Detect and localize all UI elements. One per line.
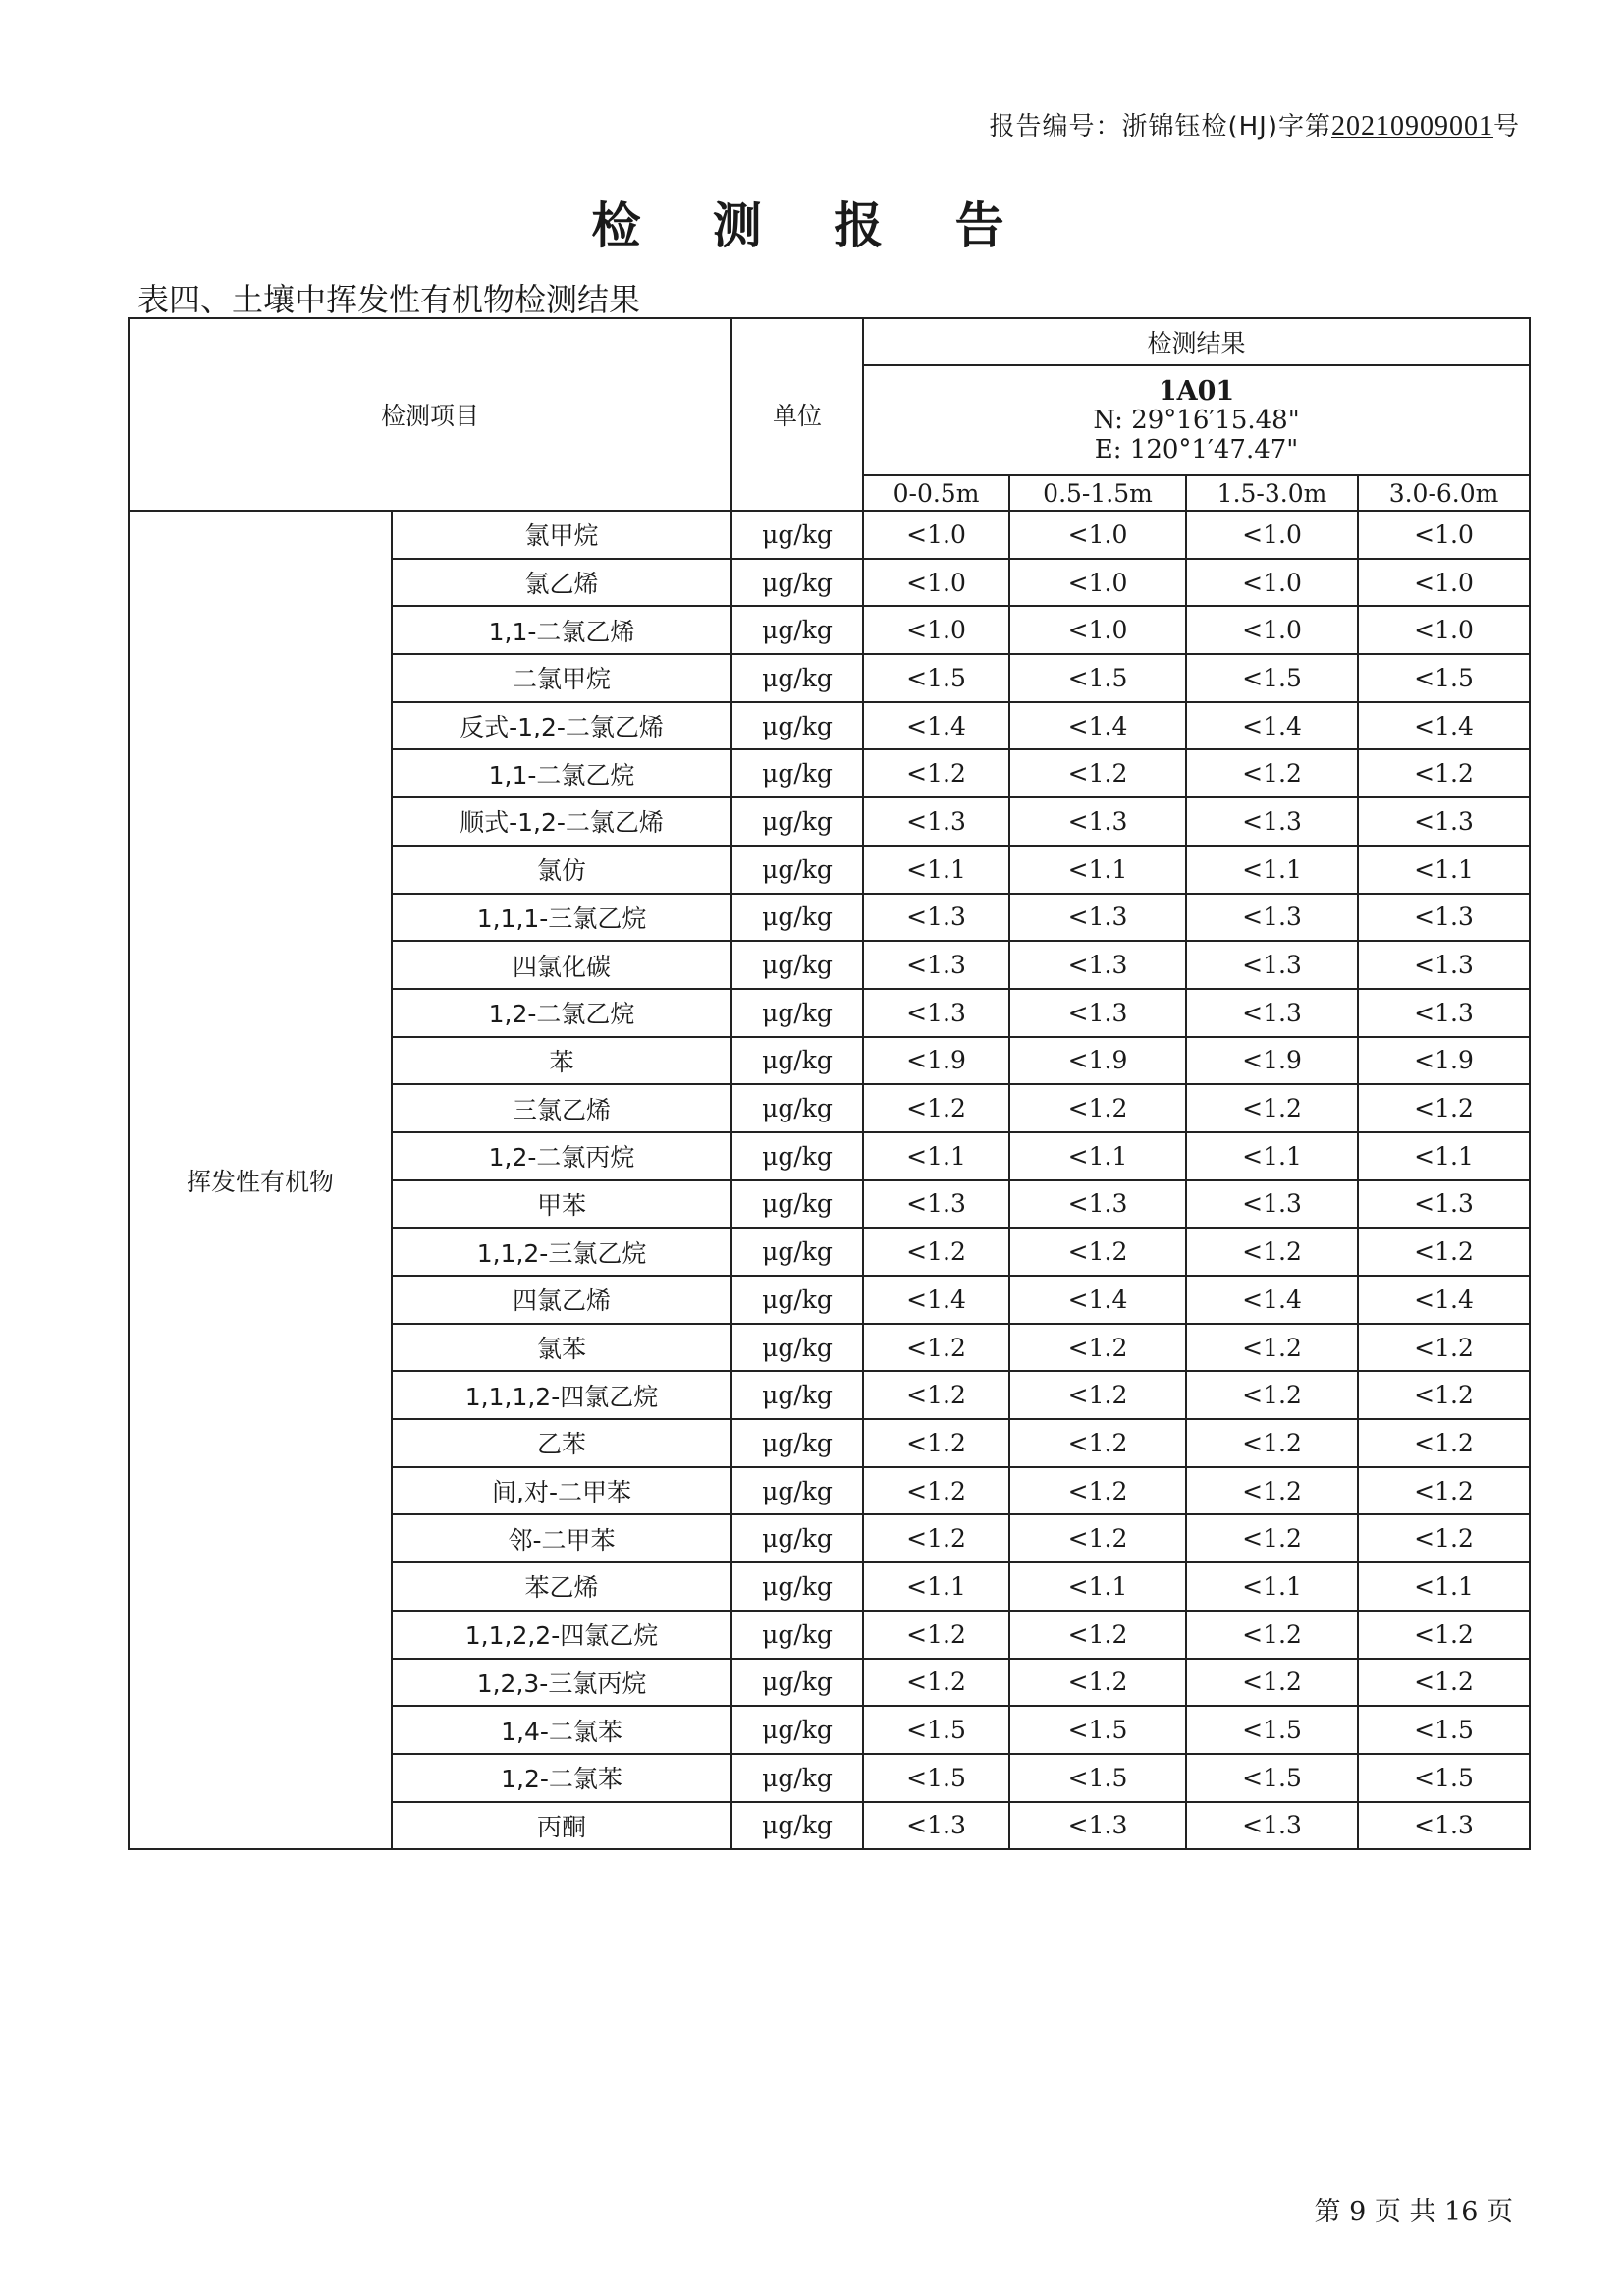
value-cell: <1.4: [1358, 1276, 1530, 1324]
unit-cell: μg/kg: [731, 559, 863, 607]
value-cell: <1.0: [863, 606, 1009, 654]
item-cell: 四氯化碳: [392, 941, 731, 989]
value-cell: <1.3: [1009, 941, 1186, 989]
value-cell: <1.2: [1358, 1419, 1530, 1467]
value-cell: <1.3: [1009, 1802, 1186, 1850]
depth-header: 3.0-6.0m: [1358, 475, 1530, 511]
page-number: 第 9 页 共 16 页: [1314, 2197, 1513, 2227]
report-number: 20210909001: [1330, 111, 1493, 141]
item-cell: 氯乙烯: [392, 559, 731, 607]
value-cell: <1.2: [863, 1659, 1009, 1707]
unit-cell: μg/kg: [731, 1706, 863, 1754]
value-cell: <1.3: [863, 941, 1009, 989]
value-cell: <1.4: [1009, 702, 1186, 750]
header-results: 检测结果: [863, 318, 1530, 365]
value-cell: <1.2: [1358, 1324, 1530, 1372]
value-cell: <1.2: [1009, 1514, 1186, 1562]
value-cell: <1.9: [863, 1037, 1009, 1085]
value-cell: <1.4: [1009, 1276, 1186, 1324]
value-cell: <1.2: [863, 1084, 1009, 1132]
value-cell: <1.2: [1009, 1611, 1186, 1659]
unit-cell: μg/kg: [731, 797, 863, 846]
value-cell: <1.3: [1009, 894, 1186, 942]
site-id: 1A01: [1158, 375, 1235, 407]
document-title: 检 测 报 告: [591, 197, 1032, 254]
value-cell: <1.2: [1358, 1659, 1530, 1707]
value-cell: <1.5: [863, 1754, 1009, 1802]
value-cell: <1.0: [1186, 511, 1358, 559]
value-cell: <1.2: [1009, 1228, 1186, 1276]
value-cell: <1.1: [1009, 1562, 1186, 1611]
value-cell: <1.3: [863, 989, 1009, 1037]
depth-header: 1.5-3.0m: [1186, 475, 1358, 511]
value-cell: <1.2: [1358, 1084, 1530, 1132]
value-cell: <1.2: [1009, 1084, 1186, 1132]
unit-cell: μg/kg: [731, 846, 863, 894]
value-cell: <1.1: [1186, 846, 1358, 894]
item-cell: 反式-1,2-二氯乙烯: [392, 702, 731, 750]
value-cell: <1.1: [1009, 846, 1186, 894]
site-latitude: N: 29°16′15.48": [1093, 405, 1300, 435]
value-cell: <1.4: [863, 1276, 1009, 1324]
unit-cell: μg/kg: [731, 1180, 863, 1229]
unit-cell: μg/kg: [731, 1132, 863, 1180]
item-cell: 1,1,1,2-四氯乙烷: [392, 1371, 731, 1419]
value-cell: <1.2: [1009, 1324, 1186, 1372]
table-caption: 表四、土壤中挥发性有机物检测结果: [137, 281, 641, 318]
value-cell: <1.5: [1358, 1706, 1530, 1754]
value-cell: <1.2: [863, 1324, 1009, 1372]
value-cell: <1.3: [1358, 1180, 1530, 1229]
value-cell: <1.3: [1009, 797, 1186, 846]
unit-cell: μg/kg: [731, 1228, 863, 1276]
value-cell: <1.3: [1358, 797, 1530, 846]
value-cell: <1.2: [1009, 1659, 1186, 1707]
value-cell: <1.2: [1358, 1371, 1530, 1419]
unit-cell: μg/kg: [731, 1084, 863, 1132]
value-cell: <1.5: [863, 1706, 1009, 1754]
value-cell: <1.3: [863, 894, 1009, 942]
value-cell: <1.2: [1186, 1084, 1358, 1132]
unit-cell: μg/kg: [731, 511, 863, 559]
item-cell: 1,1,2,2-四氯乙烷: [392, 1611, 731, 1659]
item-cell: 氯仿: [392, 846, 731, 894]
unit-cell: μg/kg: [731, 749, 863, 797]
value-cell: <1.5: [1009, 1706, 1186, 1754]
value-cell: <1.9: [1358, 1037, 1530, 1085]
header-unit: 单位: [731, 318, 863, 511]
value-cell: <1.3: [1186, 894, 1358, 942]
value-cell: <1.5: [1186, 654, 1358, 702]
value-cell: <1.0: [1009, 511, 1186, 559]
value-cell: <1.3: [1186, 941, 1358, 989]
value-cell: <1.2: [863, 1514, 1009, 1562]
unit-cell: μg/kg: [731, 1419, 863, 1467]
value-cell: <1.1: [1186, 1132, 1358, 1180]
value-cell: <1.0: [1186, 606, 1358, 654]
value-cell: <1.5: [1186, 1706, 1358, 1754]
value-cell: <1.1: [1186, 1562, 1358, 1611]
value-cell: <1.3: [1358, 1802, 1530, 1850]
value-cell: <1.5: [1358, 1754, 1530, 1802]
item-cell: 1,1,2-三氯乙烷: [392, 1228, 731, 1276]
item-cell: 乙苯: [392, 1419, 731, 1467]
value-cell: <1.5: [1009, 654, 1186, 702]
item-cell: 丙酮: [392, 1802, 731, 1850]
value-cell: <1.3: [1186, 797, 1358, 846]
value-cell: <1.1: [1358, 1132, 1530, 1180]
value-cell: <1.3: [1358, 941, 1530, 989]
value-cell: <1.4: [863, 702, 1009, 750]
value-cell: <1.2: [1009, 1467, 1186, 1515]
value-cell: <1.1: [863, 1132, 1009, 1180]
unit-cell: μg/kg: [731, 1611, 863, 1659]
table-row: [129, 511, 1530, 559]
value-cell: <1.1: [1358, 1562, 1530, 1611]
item-cell: 间,对-二甲苯: [392, 1467, 731, 1515]
unit-cell: μg/kg: [731, 654, 863, 702]
item-cell: 甲苯: [392, 1180, 731, 1229]
value-cell: <1.2: [1186, 1467, 1358, 1515]
value-cell: <1.9: [1009, 1037, 1186, 1085]
value-cell: <1.2: [1186, 1514, 1358, 1562]
value-cell: <1.9: [1186, 1037, 1358, 1085]
value-cell: <1.2: [863, 749, 1009, 797]
item-cell: 1,4-二氯苯: [392, 1706, 731, 1754]
value-cell: <1.3: [1358, 894, 1530, 942]
value-cell: <1.3: [1186, 1180, 1358, 1229]
unit-cell: μg/kg: [731, 1562, 863, 1611]
value-cell: <1.2: [863, 1611, 1009, 1659]
unit-cell: μg/kg: [731, 1467, 863, 1515]
unit-cell: μg/kg: [731, 894, 863, 942]
value-cell: <1.0: [1358, 511, 1530, 559]
report-number-line: [989, 106, 1520, 142]
value-cell: <1.2: [1186, 1419, 1358, 1467]
item-cell: 四氯乙烯: [392, 1276, 731, 1324]
value-cell: <1.2: [1186, 1324, 1358, 1372]
value-cell: <1.0: [1358, 606, 1530, 654]
results-table: [128, 317, 1531, 1850]
value-cell: <1.0: [1009, 606, 1186, 654]
item-cell: 邻-二甲苯: [392, 1514, 731, 1562]
value-cell: <1.4: [1358, 702, 1530, 750]
depth-header: 0-0.5m: [863, 475, 1009, 511]
value-cell: <1.0: [863, 511, 1009, 559]
value-cell: <1.3: [1009, 1180, 1186, 1229]
value-cell: <1.0: [1186, 559, 1358, 607]
item-cell: 1,1-二氯乙烯: [392, 606, 731, 654]
value-cell: <1.2: [863, 1371, 1009, 1419]
value-cell: <1.3: [1009, 989, 1186, 1037]
item-cell: 1,2,3-三氯丙烷: [392, 1659, 731, 1707]
value-cell: <1.1: [863, 1562, 1009, 1611]
unit-cell: μg/kg: [731, 1514, 863, 1562]
value-cell: <1.2: [1186, 1659, 1358, 1707]
value-cell: <1.2: [1358, 1514, 1530, 1562]
value-cell: <1.2: [1009, 1419, 1186, 1467]
value-cell: <1.2: [1358, 1467, 1530, 1515]
item-cell: 1,2-二氯乙烷: [392, 989, 731, 1037]
site-longitude: E: 120°1′47.47": [1094, 434, 1299, 465]
value-cell: <1.2: [1186, 1371, 1358, 1419]
value-cell: <1.2: [1186, 1611, 1358, 1659]
item-cell: 苯: [392, 1037, 731, 1085]
value-cell: <1.2: [1009, 1371, 1186, 1419]
unit-cell: μg/kg: [731, 1659, 863, 1707]
value-cell: <1.0: [863, 559, 1009, 607]
value-cell: <1.1: [1009, 1132, 1186, 1180]
value-cell: <1.2: [1186, 749, 1358, 797]
value-cell: <1.2: [863, 1419, 1009, 1467]
value-cell: <1.1: [863, 846, 1009, 894]
unit-cell: μg/kg: [731, 1037, 863, 1085]
value-cell: <1.3: [863, 1180, 1009, 1229]
value-cell: <1.2: [863, 1228, 1009, 1276]
value-cell: <1.3: [863, 1802, 1009, 1850]
value-cell: <1.2: [1186, 1228, 1358, 1276]
item-cell: 顺式-1,2-二氯乙烯: [392, 797, 731, 846]
value-cell: <1.3: [863, 797, 1009, 846]
header-item: 检测项目: [129, 318, 731, 511]
item-cell: 1,1-二氯乙烷: [392, 749, 731, 797]
value-cell: <1.5: [863, 654, 1009, 702]
value-cell: <1.1: [1358, 846, 1530, 894]
item-cell: 二氯甲烷: [392, 654, 731, 702]
value-cell: <1.5: [1186, 1754, 1358, 1802]
depth-header: 0.5-1.5m: [1009, 475, 1186, 511]
site-info: [863, 365, 1530, 475]
value-cell: <1.3: [1358, 989, 1530, 1037]
unit-cell: μg/kg: [731, 941, 863, 989]
unit-cell: μg/kg: [731, 1754, 863, 1802]
value-cell: <1.2: [1358, 1611, 1530, 1659]
unit-cell: μg/kg: [731, 606, 863, 654]
unit-cell: μg/kg: [731, 1324, 863, 1372]
value-cell: <1.2: [1358, 1228, 1530, 1276]
item-cell: 氯甲烷: [392, 511, 731, 559]
value-cell: <1.0: [1358, 559, 1530, 607]
value-cell: <1.0: [1009, 559, 1186, 607]
item-cell: 1,1,1-三氯乙烷: [392, 894, 731, 942]
value-cell: <1.5: [1358, 654, 1530, 702]
category-cell: 挥发性有机物: [129, 511, 392, 1849]
value-cell: <1.2: [1009, 749, 1186, 797]
item-cell: 氯苯: [392, 1324, 731, 1372]
report-number-label: 报告编号：浙锦钰检(HJ)字第: [989, 112, 1331, 141]
unit-cell: μg/kg: [731, 1371, 863, 1419]
report-number-suffix: 号: [1492, 112, 1520, 141]
value-cell: <1.3: [1186, 989, 1358, 1037]
value-cell: <1.5: [1009, 1754, 1186, 1802]
value-cell: <1.4: [1186, 1276, 1358, 1324]
item-cell: 苯乙烯: [392, 1562, 731, 1611]
unit-cell: μg/kg: [731, 989, 863, 1037]
value-cell: <1.4: [1186, 702, 1358, 750]
value-cell: <1.2: [863, 1467, 1009, 1515]
unit-cell: μg/kg: [731, 1276, 863, 1324]
item-cell: 1,2-二氯苯: [392, 1754, 731, 1802]
value-cell: <1.2: [1358, 749, 1530, 797]
value-cell: <1.3: [1186, 1802, 1358, 1850]
unit-cell: μg/kg: [731, 702, 863, 750]
table-body: [129, 511, 1530, 1849]
unit-cell: μg/kg: [731, 1802, 863, 1850]
item-cell: 三氯乙烯: [392, 1084, 731, 1132]
item-cell: 1,2-二氯丙烷: [392, 1132, 731, 1180]
